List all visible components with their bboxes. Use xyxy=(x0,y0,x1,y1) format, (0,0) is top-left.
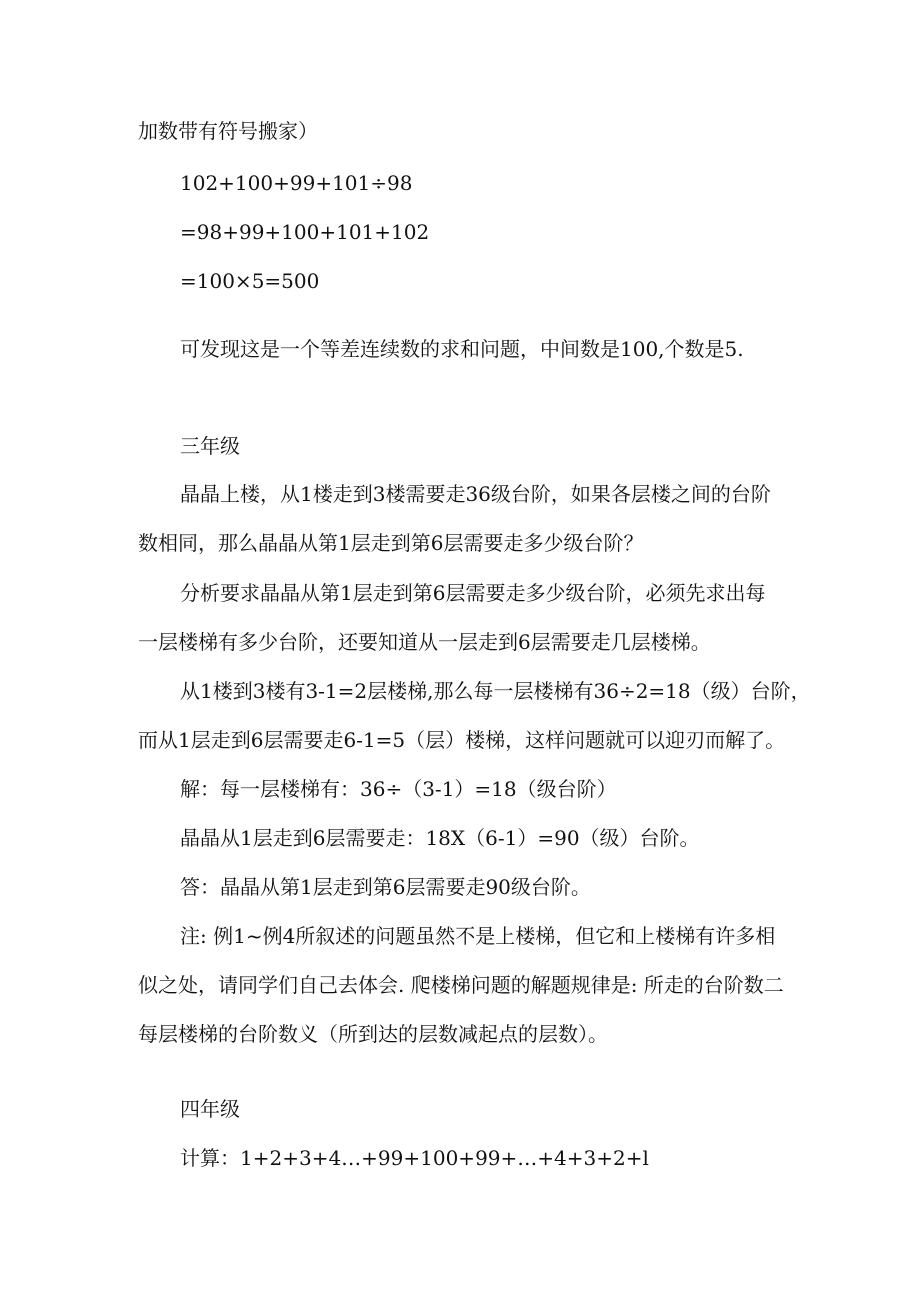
note-line-2: 似之处，请同学们自己去体会. 爬楼梯问题的解题规律是: 所走的台阶数二 xyxy=(138,973,784,997)
note-line-3: 每层楼梯的台阶数义（所到达的层数减起点的层数）。 xyxy=(138,1022,608,1046)
note-line-1: 注: 例1~例4所叙述的问题虽然不是上楼梯，但它和上楼梯有许多相 xyxy=(180,924,776,948)
equation-line-1: 102+100+99+101÷98 xyxy=(180,171,413,195)
section-heading-grade-3: 三年级 xyxy=(180,434,240,458)
equation-line-2: =98+99+100+101+102 xyxy=(180,220,430,244)
text-line-continuation: 加数带有符号搬家） xyxy=(138,119,318,143)
analysis-line-2: 一层楼梯有多少台阶，还要知道从一层走到6层需要走几层楼梯。 xyxy=(138,630,711,654)
calculation-line: 计算：1+2+3+4…+99+100+99+…+4+3+2+l xyxy=(180,1146,649,1170)
equation-line-3: =100×5=500 xyxy=(180,269,320,293)
answer-line: 答：晶晶从第1层走到第6层需要走90级台阶。 xyxy=(180,875,591,899)
problem-line-2: 数相同，那么晶晶从第1层走到第6层需要走多少级台阶？ xyxy=(138,531,644,555)
problem-line-1: 晶晶上楼，从1楼走到3楼需要走36级台阶，如果各层楼之间的台阶 xyxy=(180,482,771,506)
conclusion-paragraph: 可发现这是一个等差连续数的求和问题，中间数是100,个数是5. xyxy=(180,337,744,361)
reasoning-line-2: 而从1层走到6层需要走6-1=5（层）楼梯，这样问题就可以迎刃而解了。 xyxy=(138,728,786,752)
section-heading-grade-4: 四年级 xyxy=(180,1097,240,1121)
solution-line-1: 解：每一层楼梯有：36÷（3-1）=18（级台阶） xyxy=(180,777,617,801)
analysis-line-1: 分析要求晶晶从第1层走到第6层需要走多少级台阶，必须先求出每 xyxy=(180,581,766,605)
solution-line-2: 晶晶从1层走到6层需要走：18X（6-1）=90（级）台阶。 xyxy=(180,826,700,850)
reasoning-line-1: 从1楼到3楼有3-1=2层楼梯,那么每一层楼梯有36÷2=18（级）台阶， xyxy=(180,679,811,703)
